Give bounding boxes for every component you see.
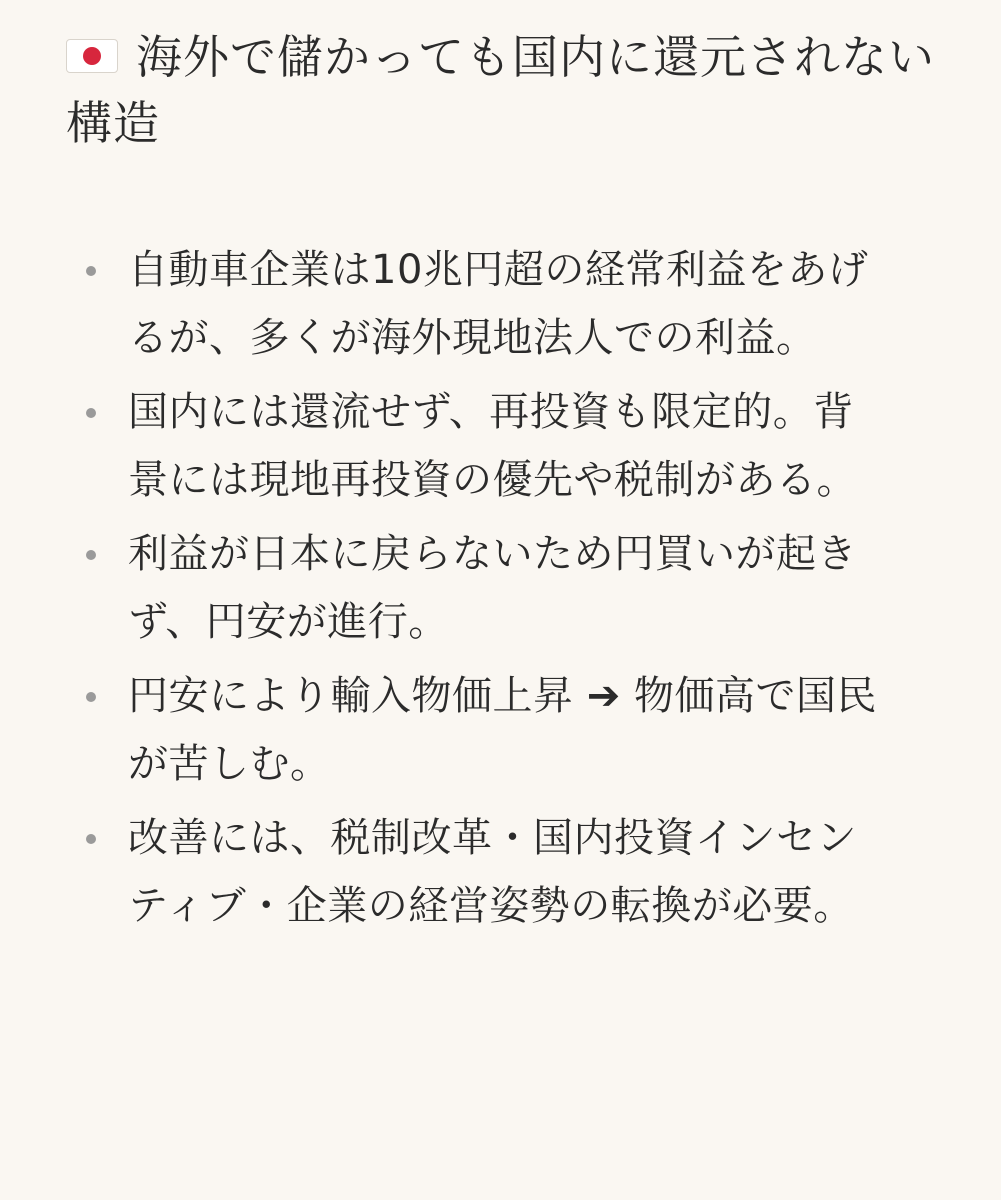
list-item (80, 520, 880, 656)
section-heading (66, 24, 946, 156)
bullet-dot-icon (86, 408, 96, 418)
list-item (80, 236, 880, 372)
list-item-text: 円安により輸入物価上昇 ➔ 物価高で国民が苦しむ。 (128, 673, 877, 787)
list-item-text: 利益が日本に戻らないため円買いが起きず、円安が進行。 (128, 531, 857, 645)
bullet-list (80, 236, 880, 946)
bullet-dot-icon (86, 834, 96, 844)
list-item-text: 改善には、税制改革・国内投資インセンティブ・企業の経営姿勢の転換が必要。 (128, 815, 857, 929)
list-item (80, 378, 880, 514)
bullet-dot-icon (86, 550, 96, 560)
list-item-text: 自動車企業は10兆円超の経常利益をあげるが、多くが海外現地法人での利益。 (128, 247, 869, 361)
section-heading-text: 海外で儲かっても国内に還元されない構造 (66, 30, 935, 150)
japan-flag-icon (66, 39, 118, 73)
list-item (80, 662, 880, 798)
list-item-text: 国内には還流せず、再投資も限定的。背景には現地再投資の優先や税制がある。 (128, 389, 857, 503)
bullet-dot-icon (86, 692, 96, 702)
list-item (80, 804, 880, 940)
bullet-dot-icon (86, 266, 96, 276)
